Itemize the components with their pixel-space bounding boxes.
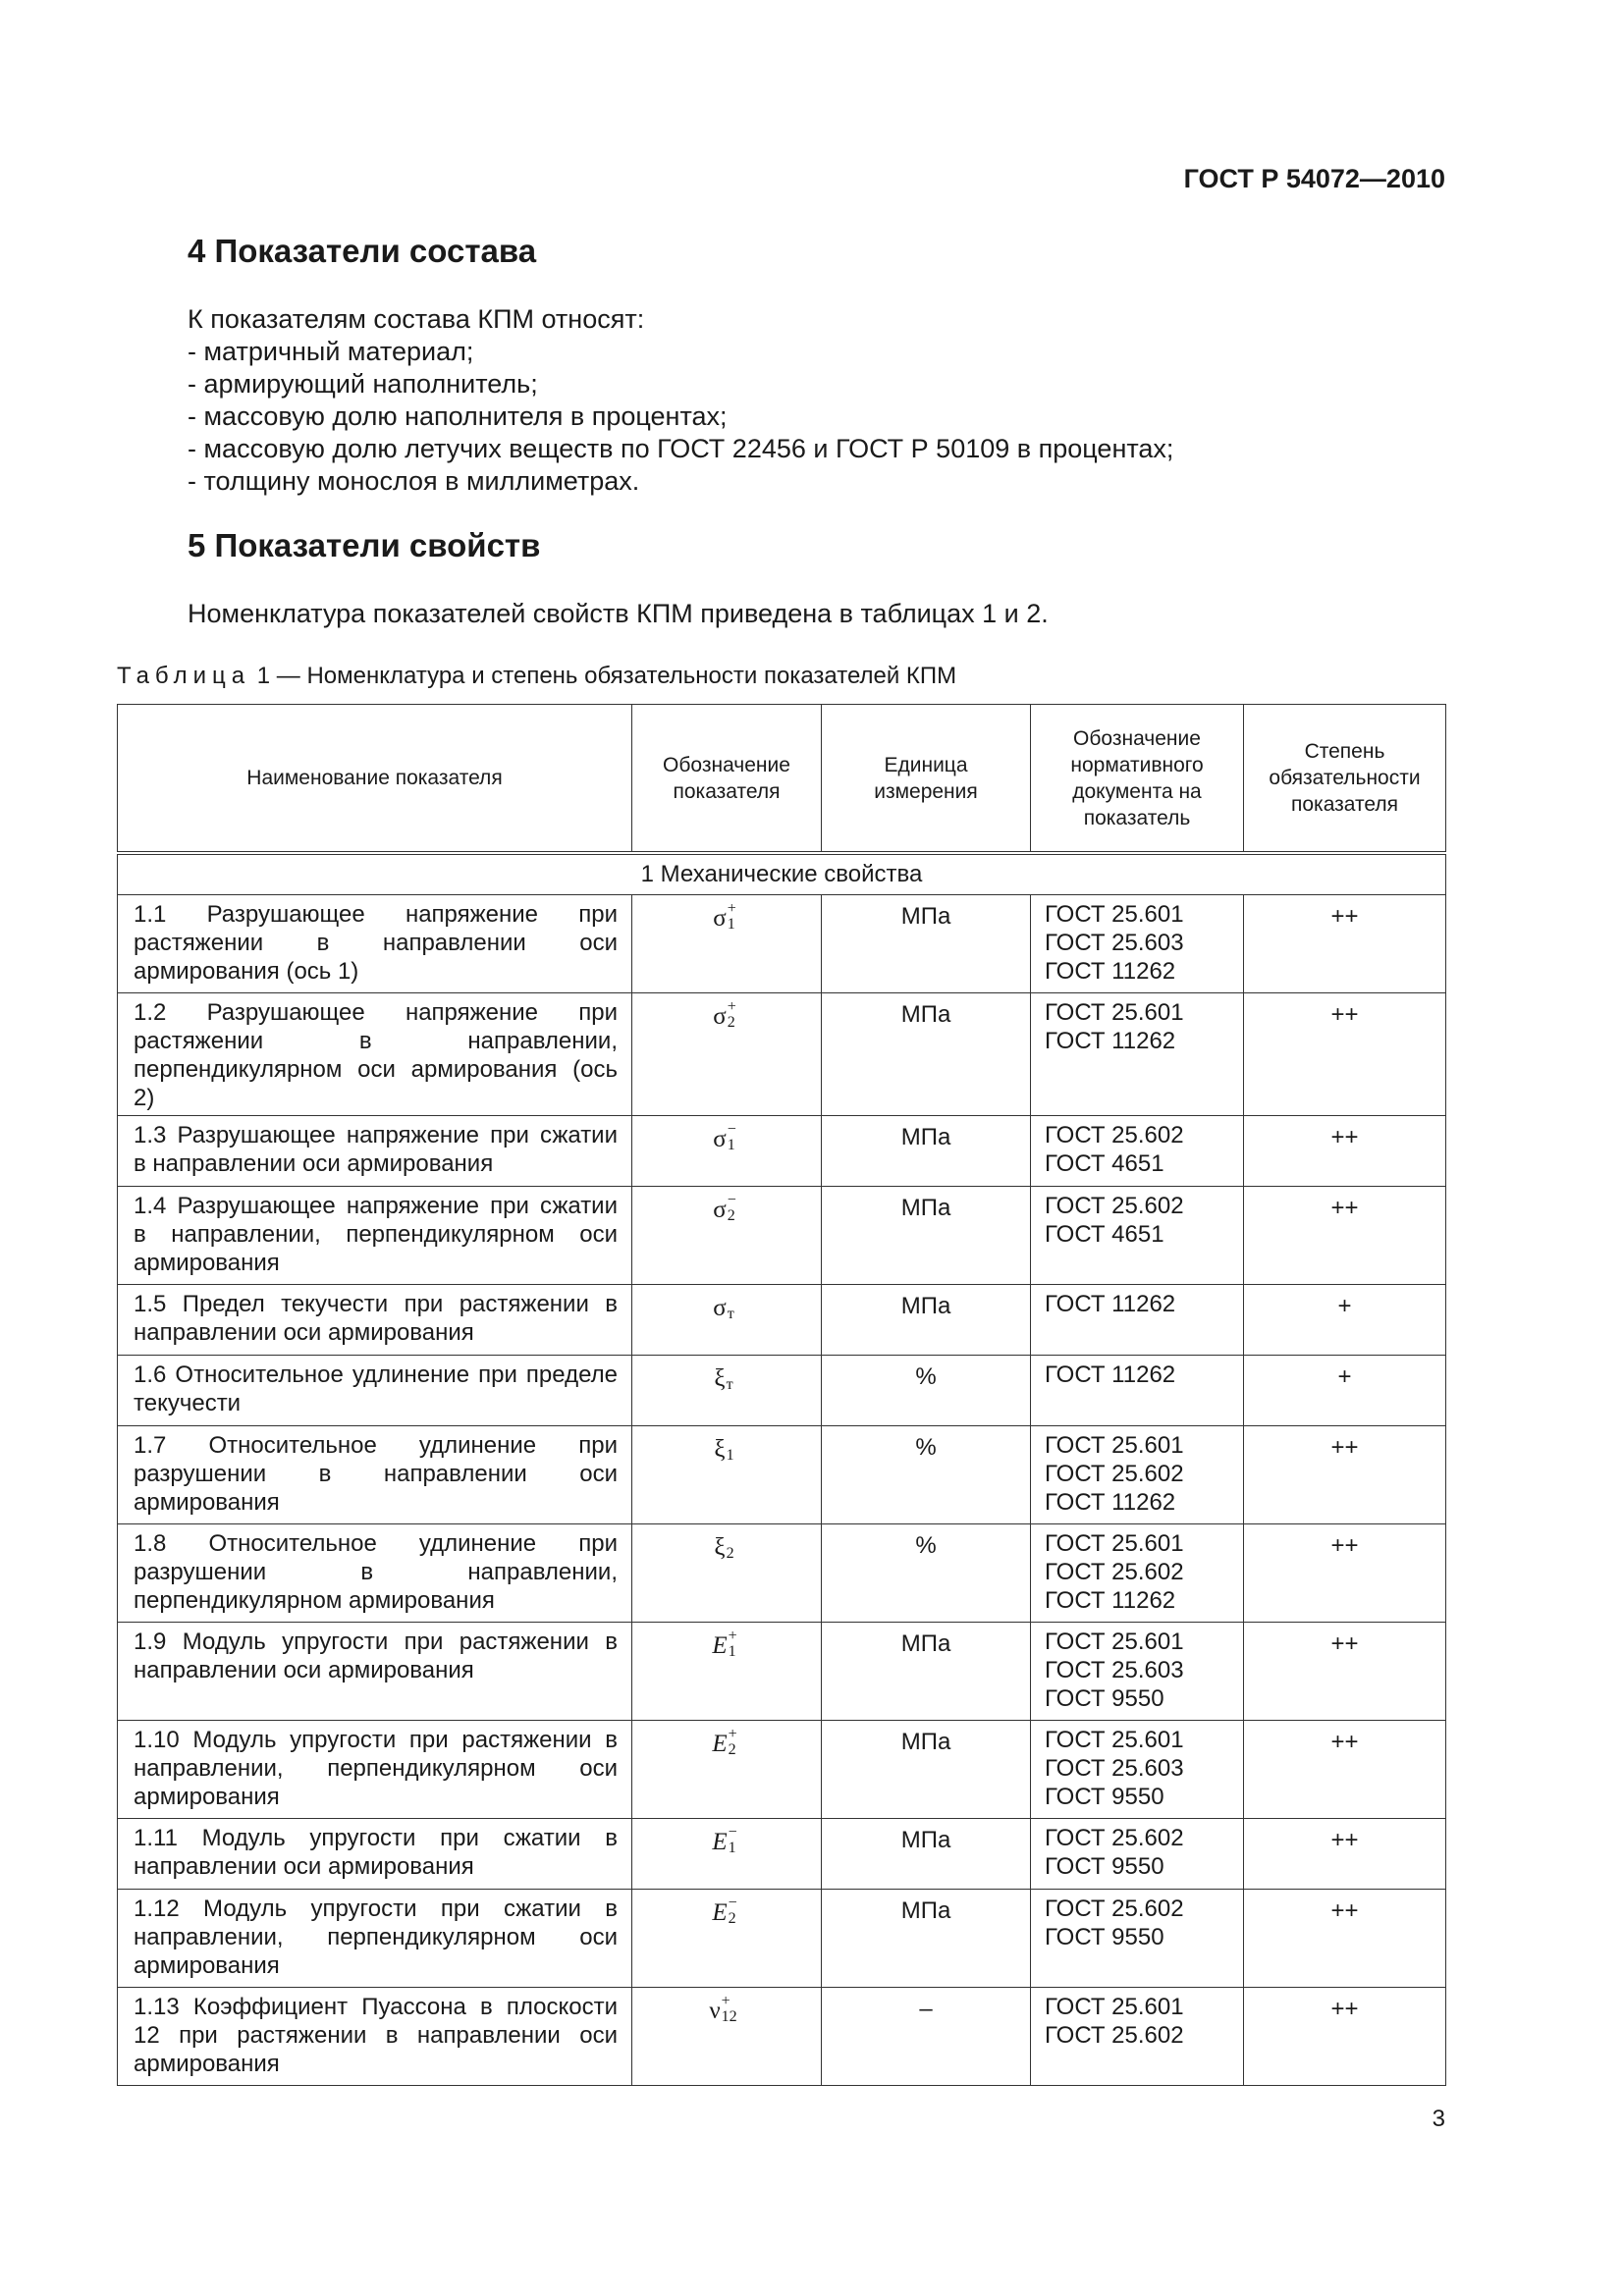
section-4-title: 4 Показатели состава — [188, 233, 537, 269]
row-documents — [1031, 1285, 1244, 1356]
list-item: - массовую долю наполнителя в процентах; — [188, 401, 728, 431]
document-ref: ГОСТ 25.601 — [1045, 1530, 1184, 1557]
row-documents — [1031, 895, 1244, 993]
row-unit: МПа — [822, 993, 1031, 1116]
row-name: 1.4 Разрушающее напряжение при сжатии в направлении, перпендикулярном оси армирования — [118, 1187, 632, 1285]
row-unit: % — [822, 1524, 1031, 1623]
row-unit: % — [822, 1356, 1031, 1426]
header-name: Наименование показателя — [118, 705, 632, 854]
row-name: 1.7 Относительное удлинение при разрушении в направлении оси армирования — [118, 1426, 632, 1524]
symbol-base: σ — [713, 1126, 727, 1152]
row-documents — [1031, 1426, 1244, 1524]
table-body — [118, 853, 1446, 2086]
row-symbol — [632, 1623, 822, 1721]
row-symbol — [632, 1187, 822, 1285]
symbol-indices — [728, 1726, 741, 1759]
header-document: Обозначение нормативного документа на показатель — [1031, 705, 1244, 854]
row-level: ++ — [1244, 1426, 1446, 1524]
document-ref: ГОСТ 11262 — [1045, 1291, 1176, 1317]
document-ref: ГОСТ 9550 — [1045, 1685, 1164, 1712]
document-ref: ГОСТ 25.601 — [1045, 1727, 1184, 1753]
symbol-superscript: + — [728, 1726, 737, 1742]
symbol-subscript: 12 — [721, 2008, 737, 2025]
section-5-title: 5 Показатели свойств — [188, 527, 541, 563]
symbol-indices — [727, 998, 740, 1032]
symbol-indices — [728, 1895, 741, 1928]
row-name: 1.11 Модуль упругости при сжатии в направлении оси армирования — [118, 1819, 632, 1890]
section-5-intro: Номенклатура показателей свойств КПМ приведена в таблицах 1 и 2. — [188, 599, 1049, 628]
table-row — [118, 993, 1446, 1116]
symbol-subscript: 1 — [727, 1137, 735, 1153]
document-ref: ГОСТ 25.601 — [1045, 1629, 1184, 1655]
row-name: 1.2 Разрушающее напряжение при растяжении в направлении, перпендикулярном оси армирования (ось 2) — [118, 993, 632, 1116]
header-level: Степень обязательности показателя — [1244, 705, 1446, 854]
document-ref: ГОСТ 25.601 — [1045, 1994, 1184, 2020]
symbol-indices — [726, 1437, 739, 1465]
document-ref: ГОСТ 25.602 — [1045, 1896, 1184, 1922]
document-ref: ГОСТ 11262 — [1045, 958, 1176, 985]
symbol-subscript: 2 — [728, 1741, 736, 1758]
symbol-indices — [727, 1121, 740, 1154]
symbol-superscript: + — [727, 900, 736, 917]
row-documents — [1031, 1819, 1244, 1890]
row-symbol — [632, 1356, 822, 1426]
row-level: ++ — [1244, 993, 1446, 1116]
document-ref: ГОСТ 11262 — [1045, 1587, 1176, 1614]
list-item: - массовую долю летучих веществ по ГОСТ 22456 и ГОСТ Р 50109 в процентах; — [188, 434, 1174, 463]
symbol-base: E — [712, 1899, 728, 1926]
symbol-subscript: 2 — [728, 1910, 736, 1927]
table-caption — [117, 663, 956, 690]
symbol-superscript: − — [728, 1895, 737, 1911]
document-ref: ГОСТ 25.602 — [1045, 1825, 1184, 1851]
row-symbol — [632, 1426, 822, 1524]
table-caption-label: Таблица — [117, 663, 251, 689]
row-name: 1.12 Модуль упругости при сжатии в направлении, перпендикулярном оси армирования — [118, 1890, 632, 1988]
symbol-base: σ — [713, 1197, 727, 1223]
row-unit: – — [822, 1988, 1031, 2086]
section-4-intro: К показателям состава КПМ относят: — [188, 304, 645, 334]
row-level: ++ — [1244, 1988, 1446, 2086]
symbol-indices — [726, 1366, 739, 1394]
document-ref: ГОСТ 25.602 — [1045, 1559, 1184, 1585]
row-documents — [1031, 1356, 1244, 1426]
row-documents — [1031, 1623, 1244, 1721]
table-row — [118, 1426, 1446, 1524]
header-unit: Единица измерения — [822, 705, 1031, 854]
row-level: ++ — [1244, 1623, 1446, 1721]
symbol-base: ξ — [714, 1534, 726, 1561]
symbol-subscript: 1 — [728, 1643, 736, 1660]
row-name: 1.5 Предел текучести при растяжении в направлении оси армирования — [118, 1285, 632, 1356]
document-code: ГОСТ Р 54072—2010 — [1183, 164, 1445, 193]
document-ref: ГОСТ 9550 — [1045, 1784, 1164, 1810]
document-ref: ГОСТ 25.602 — [1045, 1461, 1184, 1487]
symbol-subscript: т — [727, 1306, 734, 1322]
list-item: - армирующий наполнитель; — [188, 369, 538, 399]
symbol-subscript: 1 — [727, 916, 735, 933]
document-ref: ГОСТ 11262 — [1045, 1028, 1176, 1054]
symbol-superscript: + — [721, 1993, 730, 2009]
table-row — [118, 1356, 1446, 1426]
row-symbol — [632, 1890, 822, 1988]
composition-list — [188, 336, 1173, 498]
symbol-subscript: 2 — [727, 1014, 735, 1031]
row-level: ++ — [1244, 1819, 1446, 1890]
symbol-base: σ — [713, 905, 727, 932]
row-unit: МПа — [822, 1819, 1031, 1890]
row-symbol — [632, 993, 822, 1116]
row-name: 1.3 Разрушающее напряжение при сжатии в направлении оси армирования — [118, 1116, 632, 1187]
row-symbol — [632, 1819, 822, 1890]
document-ref: ГОСТ 25.601 — [1045, 999, 1184, 1026]
symbol-subscript: 1 — [726, 1447, 734, 1464]
row-level: ++ — [1244, 1890, 1446, 1988]
row-unit: МПа — [822, 1285, 1031, 1356]
document-ref: ГОСТ 4651 — [1045, 1221, 1164, 1248]
header-symbol: Обозначение показателя — [632, 705, 822, 854]
row-unit: МПа — [822, 895, 1031, 993]
symbol-base: E — [712, 1829, 728, 1855]
symbol-superscript: − — [728, 1824, 737, 1841]
row-name: 1.1 Разрушающее напряжение при растяжении в направлении оси армирования (ось 1) — [118, 895, 632, 993]
symbol-base: ν — [709, 1998, 721, 2024]
symbol-superscript: − — [727, 1192, 736, 1208]
symbol-superscript: + — [728, 1628, 737, 1644]
row-unit: % — [822, 1426, 1031, 1524]
document-ref: ГОСТ 25.601 — [1045, 901, 1184, 928]
table-row — [118, 895, 1446, 993]
row-unit: МПа — [822, 1721, 1031, 1819]
row-name: 1.10 Модуль упругости при растяжении в направлении, перпендикулярном оси армирования — [118, 1721, 632, 1819]
symbol-indices — [727, 1192, 740, 1225]
row-symbol — [632, 895, 822, 993]
row-level: ++ — [1244, 895, 1446, 993]
row-unit: МПа — [822, 1623, 1031, 1721]
symbol-indices — [721, 1993, 744, 2026]
row-documents — [1031, 993, 1244, 1116]
group-title: 1 Механические свойства — [118, 853, 1446, 895]
row-symbol — [632, 1116, 822, 1187]
symbol-indices — [727, 900, 740, 934]
row-name: 1.8 Относительное удлинение при разрушении в направлении, перпендикулярном армирования — [118, 1524, 632, 1623]
symbol-indices — [726, 1535, 739, 1563]
row-level: ++ — [1244, 1187, 1446, 1285]
symbol-superscript: − — [727, 1121, 736, 1138]
symbol-base: ξ — [714, 1365, 726, 1392]
table-row — [118, 1721, 1446, 1819]
document-ref: ГОСТ 25.603 — [1045, 1755, 1184, 1782]
row-name: 1.6 Относительное удлинение при пределе текучести — [118, 1356, 632, 1426]
row-documents — [1031, 1988, 1244, 2086]
row-documents — [1031, 1524, 1244, 1623]
symbol-base: σ — [713, 1295, 727, 1321]
table-row — [118, 1988, 1446, 2086]
row-level: + — [1244, 1356, 1446, 1426]
table-header-row — [118, 705, 1446, 854]
table-row — [118, 1524, 1446, 1623]
symbol-indices — [727, 1296, 740, 1323]
row-name: 1.13 Коэффициент Пуассона в плоскости 12 при растяжении в направлении оси армирования — [118, 1988, 632, 2086]
row-documents — [1031, 1116, 1244, 1187]
document-ref: ГОСТ 25.603 — [1045, 1657, 1184, 1683]
row-documents — [1031, 1890, 1244, 1988]
row-level: ++ — [1244, 1524, 1446, 1623]
document-ref: ГОСТ 25.602 — [1045, 2022, 1184, 2049]
row-symbol — [632, 1285, 822, 1356]
table-caption-text: 1 — Номенклатура и степень обязательности показателей КПМ — [250, 663, 957, 689]
row-documents — [1031, 1187, 1244, 1285]
list-item: - матричный материал; — [188, 337, 474, 366]
row-level: ++ — [1244, 1116, 1446, 1187]
group-row — [118, 853, 1446, 895]
symbol-indices — [728, 1824, 741, 1857]
symbol-subscript: 2 — [726, 1545, 734, 1562]
document-ref: ГОСТ 25.603 — [1045, 930, 1184, 956]
symbol-subscript: т — [726, 1376, 733, 1393]
row-symbol — [632, 1524, 822, 1623]
symbol-superscript: + — [727, 998, 736, 1015]
symbol-base: σ — [713, 1003, 727, 1030]
document-ref: ГОСТ 4651 — [1045, 1150, 1164, 1177]
table-row — [118, 1890, 1446, 1988]
properties-table — [117, 704, 1446, 2086]
row-level: ++ — [1244, 1721, 1446, 1819]
document-ref: ГОСТ 9550 — [1045, 1853, 1164, 1880]
row-unit: МПа — [822, 1116, 1031, 1187]
table-row — [118, 1285, 1446, 1356]
symbol-subscript: 1 — [728, 1840, 736, 1856]
page-number: 3 — [1432, 2106, 1445, 2132]
document-ref: ГОСТ 11262 — [1045, 1489, 1176, 1516]
document-ref: ГОСТ 9550 — [1045, 1924, 1164, 1950]
document-ref: ГОСТ 11262 — [1045, 1362, 1176, 1388]
document-ref: ГОСТ 25.602 — [1045, 1122, 1184, 1148]
row-unit: МПа — [822, 1890, 1031, 1988]
document-ref: ГОСТ 25.601 — [1045, 1432, 1184, 1459]
row-symbol — [632, 1721, 822, 1819]
table-row — [118, 1116, 1446, 1187]
row-level: + — [1244, 1285, 1446, 1356]
symbol-subscript: 2 — [727, 1207, 735, 1224]
table-row — [118, 1187, 1446, 1285]
list-item: - толщину монослоя в миллиметрах. — [188, 466, 640, 496]
symbol-base: E — [712, 1731, 728, 1757]
row-documents — [1031, 1721, 1244, 1819]
symbol-base: E — [712, 1632, 728, 1659]
table-row — [118, 1819, 1446, 1890]
document-ref: ГОСТ 25.602 — [1045, 1193, 1184, 1219]
symbol-base: ξ — [714, 1436, 726, 1463]
table-row — [118, 1623, 1446, 1721]
row-name: 1.9 Модуль упругости при растяжении в направлении оси армирования — [118, 1623, 632, 1721]
symbol-indices — [728, 1628, 741, 1661]
row-symbol — [632, 1988, 822, 2086]
row-unit: МПа — [822, 1187, 1031, 1285]
